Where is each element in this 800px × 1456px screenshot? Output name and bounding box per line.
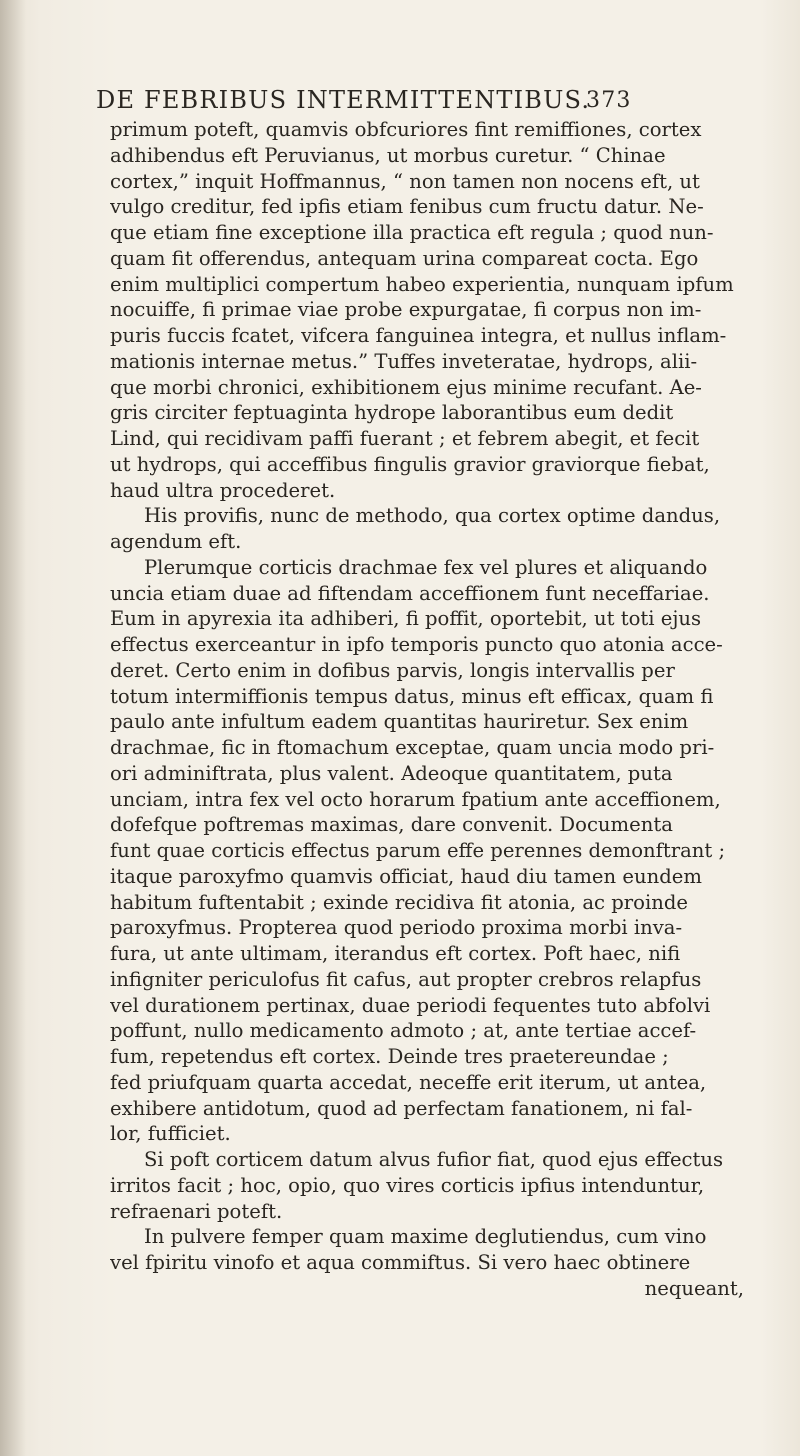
text-line: refraenari poteft.: [110, 1199, 283, 1223]
text-line: paroxyfmus. Propterea quod periodo proxima morbi inva-: [110, 916, 683, 940]
text-line: cortex,” inquit Hoffmannus, “ non tamen non nocens eft, ut: [110, 169, 700, 193]
text-line: fum, repetendus eft cortex. Deinde tres praetereundae ;: [110, 1045, 669, 1068]
paragraph-start-line: His provifis, nunc de methodo, qua cortex optime dandus,: [144, 504, 721, 528]
text-line: enim multiplici compertum habeo experientia, nunquam ipfum: [110, 272, 734, 296]
text-line: itaque paroxyfmo quamvis officiat, haud diu tamen eundem: [110, 864, 702, 888]
gutter-shadow: [0, 0, 26, 1456]
text-line: uncia etiam duae ad fiftendam acceffionem funt neceffariae.: [110, 581, 710, 605]
text-line: Lind, qui recidivam paffi fuerant ; et febrem abegit, et fecit: [110, 427, 700, 450]
text-line: drachmae, fic in ftomachum exceptae, quam uncia modo pri-: [110, 736, 715, 759]
text-line: fed priufquam quarta accedat, neceffe erit iterum, ut antea,: [110, 1070, 707, 1094]
text-line: vel fpiritu vinofo et aqua commiftus. Si vero haec obtinere: [110, 1251, 691, 1274]
text-line: ut hydrops, qui acceffibus fingulis gravior graviorque fiebat,: [110, 452, 710, 476]
catchword-line: nequeant,: [644, 1276, 744, 1300]
text-line: puris fuccis fcatet, vifcera fanguinea integra, et nullus inflam-: [110, 324, 727, 347]
body-text: [110, 117, 750, 1302]
text-line: agendum eft.: [110, 530, 242, 553]
text-line: poffunt, nullo medicamento admoto ; at, ante tertiae accef-: [110, 1019, 697, 1043]
text-line: lor, fufficiet.: [110, 1122, 231, 1146]
text-line: irritos facit ; hoc, opio, quo vires corticis ipfius intenduntur,: [110, 1173, 705, 1197]
text-line: adhibendus eft Peruvianus, ut morbus curetur. “ Chinae: [110, 143, 666, 167]
text-line: Eum in apyrexia ita adhiberi, fi poffit, oportebit, ut toti ejus: [110, 607, 702, 631]
text-line: quam fit offerendus, antequam urina compareat cocta. Ego: [110, 246, 699, 270]
text-line: primum poteft, quamvis obfcuriores fint remiffiones, cortex: [110, 118, 702, 141]
text-line: vulgo creditur, fed ipfis etiam fenibus cum fructu datur. Ne-: [110, 195, 704, 219]
paragraph-start-line: Plerumque corticis drachmae fex vel plures et aliquando: [144, 555, 708, 579]
text-line: paulo ante infultum eadem quantitas hauriretur. Sex enim: [110, 710, 689, 734]
text-line: dofefque poftremas maximas, dare convenit. Documenta: [110, 813, 673, 837]
text-line: unciam, intra fex vel octo horarum fpatium ante acceffionem,: [110, 787, 721, 811]
text-line: que etiam fine exceptione illa practica eft regula ; quod nun-: [110, 221, 714, 244]
text-line: totum intermiffionis tempus datus, minus eft efficax, quam fi: [110, 684, 714, 708]
text-line: ori adminiftrata, plus valent. Adeoque quantitatem, puta: [110, 761, 673, 785]
text-line: fura, ut ante ultimam, iterandus eft cortex. Poft haec, nifi: [110, 942, 681, 965]
running-title: DE FEBRIBUS INTERMITTENTIBUS.: [96, 86, 591, 114]
text-line: funt quae corticis effectus parum effe perennes demonftrant ;: [110, 839, 726, 862]
text-line: effectus exerceantur in ipfo temporis puncto quo atonia acce-: [110, 633, 723, 656]
text-line: vel durationem pertinax, duae periodi fequentes tuto abfolvi: [110, 993, 711, 1017]
running-header: [96, 76, 656, 116]
paragraph-start-line: Si poft corticem datum alvus fufior fiat, quod ejus effectus: [144, 1148, 724, 1171]
paragraph-start-line: In pulvere femper quam maxime deglutiendus, cum vino: [144, 1225, 707, 1249]
text-line: haud ultra procederet.: [110, 478, 336, 502]
text-line: gris circiter feptuaginta hydrope laborantibus eum dedit: [110, 401, 674, 425]
text-line: que morbi chronici, exhibitionem ejus minime recufant. Ae-: [110, 375, 702, 399]
text-line: nocuiffe, fi primae viae probe expurgatae, fi corpus non im-: [110, 298, 702, 322]
text-line: mationis internae metus.” Tuffes inveteratae, hydrops, alii-: [110, 349, 698, 373]
text-line: habitum fuftentabit ; exinde recidiva fit atonia, ac proinde: [110, 890, 688, 914]
text-line: infigniter periculofus fit cafus, aut propter crebros relapfus: [110, 967, 702, 991]
text-line: exhibere antidotum, quod ad perfectam fanationem, ni fal-: [110, 1096, 693, 1120]
page-number: 373: [586, 88, 632, 113]
text-line: deret. Certo enim in dofibus parvis, longis intervallis per: [110, 658, 675, 682]
